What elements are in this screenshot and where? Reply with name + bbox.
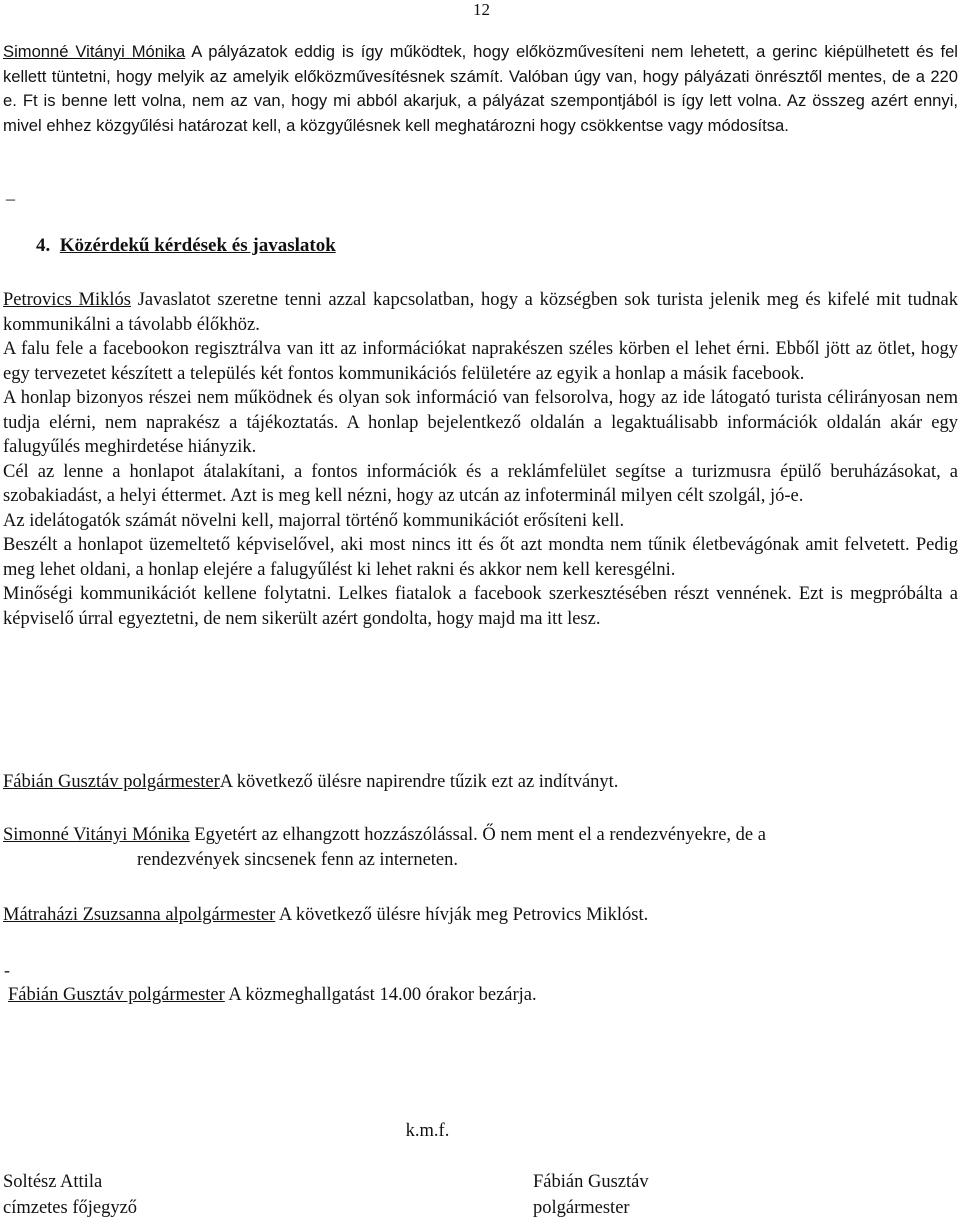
paragraph-text: A pályázatok eddig is így működtek, hogy előközművesíteni nem lehetett, a gerinc kiépülhetett és fel kellett tüntetni, hogy melyik az amelyik előközművesítésnek számít. Valóban úgy van, hogy pályázati önrésztől mentes, de a 220 e. Ft is benne lett volna, nem az van, hogy mi abból akarjuk, a pályázat szempontjából is így lett volna. bbox=[3, 42, 958, 110]
signatory-title: polgármester bbox=[533, 1198, 630, 1218]
paragraph-text: Egyetért az elhangzott hozzászólással. Ő nem ment el a rendezvényekre, de a bbox=[189, 825, 766, 845]
paragraph-line: A falu fele a facebookon regisztrálva van itt az információkat naprakészen széles körben el lehet érni. Ebből jött az ötlet, hogy egy tervezetet készített a település két fontos kommunikációs felületére az egyik a honlap a másik facebook. bbox=[3, 339, 958, 384]
page-number: 12 bbox=[473, 0, 490, 19]
speaker-name: Simonné Vitányi Mónika bbox=[3, 825, 190, 845]
paragraph-line: Beszélt a honlapot üzemeltető képviselővel, aki most nincs itt és őt azt mondta nem tűnik életbevágónak amit felvetett. Pedig meg lehet oldani, a honlap elejére a falugyűlést ki lehet rakni és akkor nem kell keresgélni. bbox=[3, 535, 958, 580]
speaker-name: Simonné Vitányi Mónika bbox=[3, 42, 186, 61]
paragraph-line: Cél az lenne a honlapot átalakítani, a fontos információk és a reklámfelület segítse a turizmusra épülő beruházásokat, a szobakiadást, a helyi éttermet. Azt is meg kell nézni, hogy az utcán az infoterminál milyen célt szolgál, jó-e. bbox=[3, 461, 958, 506]
paragraph-line: Minőségi kommunikációt kellene folytatni. Lelkes fiatalok a facebook szerkesztésében részt vennének. Ezt is megpróbálta a képviselő úrral egyeztetni, de nem sikerült azért gondolta, hogy majd ma itt lesz. bbox=[3, 584, 958, 629]
paragraph-text: A közmeghallgatást 14.00 órakor bezárja. bbox=[224, 985, 537, 1005]
signatory-title: címzetes főjegyző bbox=[3, 1198, 138, 1218]
paragraph-continuation: rendezvények sincsenek fenn az interneten. bbox=[137, 850, 459, 870]
paragraph-fabian-1 bbox=[3, 770, 618, 795]
paragraph-line: A honlap bizonyos részei nem működnek és olyan sok információ van felsorolva, hogy az ide látogató turista célirányosan nem tudja elérni, nem naprakész a tájékoztatás. A honlap bejelentkező oldalán a legaktuálisabb információk oldalán akár egy falugyűlés meghirdetése hiányzik. bbox=[3, 388, 958, 457]
paragraph-line bbox=[3, 288, 958, 337]
signatory-name: Soltész Attila bbox=[3, 1172, 103, 1192]
speaker-name: Mátraházi Zsuzsanna alpolgármester bbox=[3, 905, 276, 925]
kmf-label: k.m.f. bbox=[405, 1121, 450, 1141]
paragraph-text: Javaslatot szeretne tenni azzal kapcsolatban, hogy a községben sok turista jelenik meg és kifelé mit tudnak kommunikálni a távolabb élőkhöz. bbox=[3, 290, 959, 335]
paragraph-matrahazi bbox=[3, 903, 648, 928]
paragraph-text: A következő ülésre napirendre tűzik ezt az indítványt. bbox=[219, 772, 619, 792]
paragraph-line: Az idelátogatók számát növelni kell, majorral történő kommunikációt erősíteni kell. bbox=[3, 510, 625, 531]
section-number: 4. bbox=[36, 235, 51, 256]
speaker-name: Fábián Gusztáv polgármester bbox=[3, 772, 220, 792]
dash-marker: _ bbox=[6, 182, 15, 202]
paragraph-text: A következő ülésre hívják meg Petrovics Miklóst. bbox=[275, 905, 649, 925]
signature-left bbox=[3, 1169, 137, 1221]
paragraph-simonne-1 bbox=[3, 40, 958, 138]
section-title: Közérdekű kérdések és javaslatok bbox=[59, 235, 336, 256]
paragraph-fabian-2 bbox=[8, 983, 537, 1008]
dash-marker: - bbox=[4, 960, 10, 980]
speaker-name: Fábián Gusztáv polgármester bbox=[8, 985, 225, 1005]
paragraph-text-sans: Az összeg azért ennyi, mivel ehhez közgyűlési határozat kell, a közgyűlésnek kell meghatározni hogy csökkentse vagy módosítsa. bbox=[3, 91, 958, 135]
signature-right bbox=[533, 1169, 649, 1221]
paragraph-simonne-2 bbox=[3, 823, 766, 848]
section-heading bbox=[36, 234, 336, 259]
signatory-name: Fábián Gusztáv bbox=[533, 1172, 649, 1192]
speaker-name: Petrovics Miklós bbox=[3, 290, 131, 310]
paragraph-petrovics bbox=[3, 288, 958, 631]
